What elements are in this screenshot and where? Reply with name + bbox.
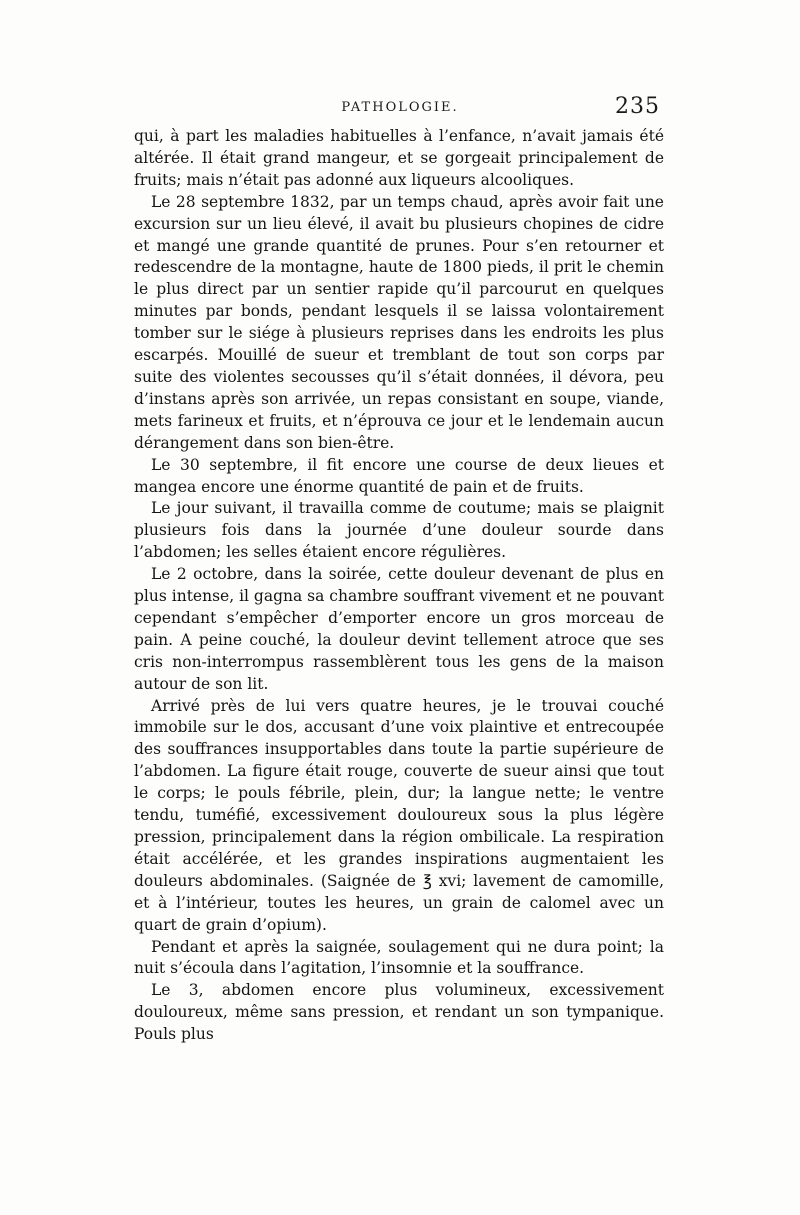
paragraph: qui, à part les maladies habituelles à l’enfance, n’avait jamais été altérée. Il était grand mangeur, et se gorgeait principalement de fruits; mais n’était pas adonné aux liqueurs alcooliques.	[134, 127, 664, 189]
page-header	[140, 94, 660, 122]
paragraph: Le 2 octobre, dans la soirée, cette douleur devenant de plus en plus intense, il gagna sa chambre souffrant vivement et ne pouvant cependant s’empêcher d’emporter encore un gros morceau de pain. A peine couché, la douleur devint tellement atroce que ses cris non-interrompus rassemblèrent tous les gens de la maison autour de son lit.	[134, 565, 664, 693]
paragraph: Le 28 septembre 1832, par un temps chaud, après avoir fait une excursion sur un lieu élevé, il avait bu plusieurs chopines de cidre et mangé une grande quantité de prunes. Pour s’en retourner et redescendre de la montagne, haute de 1800 pieds, il prit le chemin le plus direct par un sentier rapide qu’il parcourut en quelques minutes par bonds, pendant lesquels il se laissa volontairement tomber sur le siége à plusieurs reprises dans les endroits les plus escarpés. Mouillé de sueur et tremblant de tout son corps par suite des violentes secousses qu’il s’était données, il dévora, peu d’instans après son arrivée, un repas consistant en soupe, viande, mets farineux et fruits, et n’éprouva ce jour et le lendemain aucun dérangement dans son bien-être.	[134, 192, 664, 452]
body-text	[134, 126, 664, 1046]
paragraph: Arrivé près de lui vers quatre heures, je le trouvai couché immobile sur le dos, accusant d’une voix plaintive et entrecoupée des souffrances insupportables dans toute la partie supérieure de l’abdomen. La figure était rouge, couverte de sueur ainsi que tout le corps; le pouls fébrile, plein, dur; la langue nette; le ventre tendu, tuméfié, excessivement douloureux sous la plus légère pression, principalement dans la région ombilicale. La respiration était accélérée, et les grandes inspirations augmentaient les douleurs abdominales. (Saignée de ℥ xvi; lavement de camomille, et à l’intérieur, toutes les heures, un grain de calomel avec un quart de grain d’opium).	[134, 696, 664, 934]
paragraph: Pendant et après la saignée, soulagement qui ne dura point; la nuit s’écoula dans l’agitation, l’insomnie et la souffrance.	[134, 937, 664, 978]
paragraph: Le 30 septembre, il fit encore une course de deux lieues et mangea encore une énorme quantité de pain et de fruits.	[134, 455, 664, 496]
paragraph: Le jour suivant, il travailla comme de coutume; mais se plaignit plusieurs fois dans la journée d’une douleur sourde dans l’abdomen; les selles étaient encore régulières.	[134, 499, 664, 562]
paragraph: Le 3, abdomen encore plus volumineux, excessivement douloureux, même sans pression, et rendant un son tympanique. Pouls plus	[134, 981, 664, 1044]
page-number: 235	[615, 94, 660, 119]
running-head: PATHOLOGIE.	[341, 100, 459, 115]
